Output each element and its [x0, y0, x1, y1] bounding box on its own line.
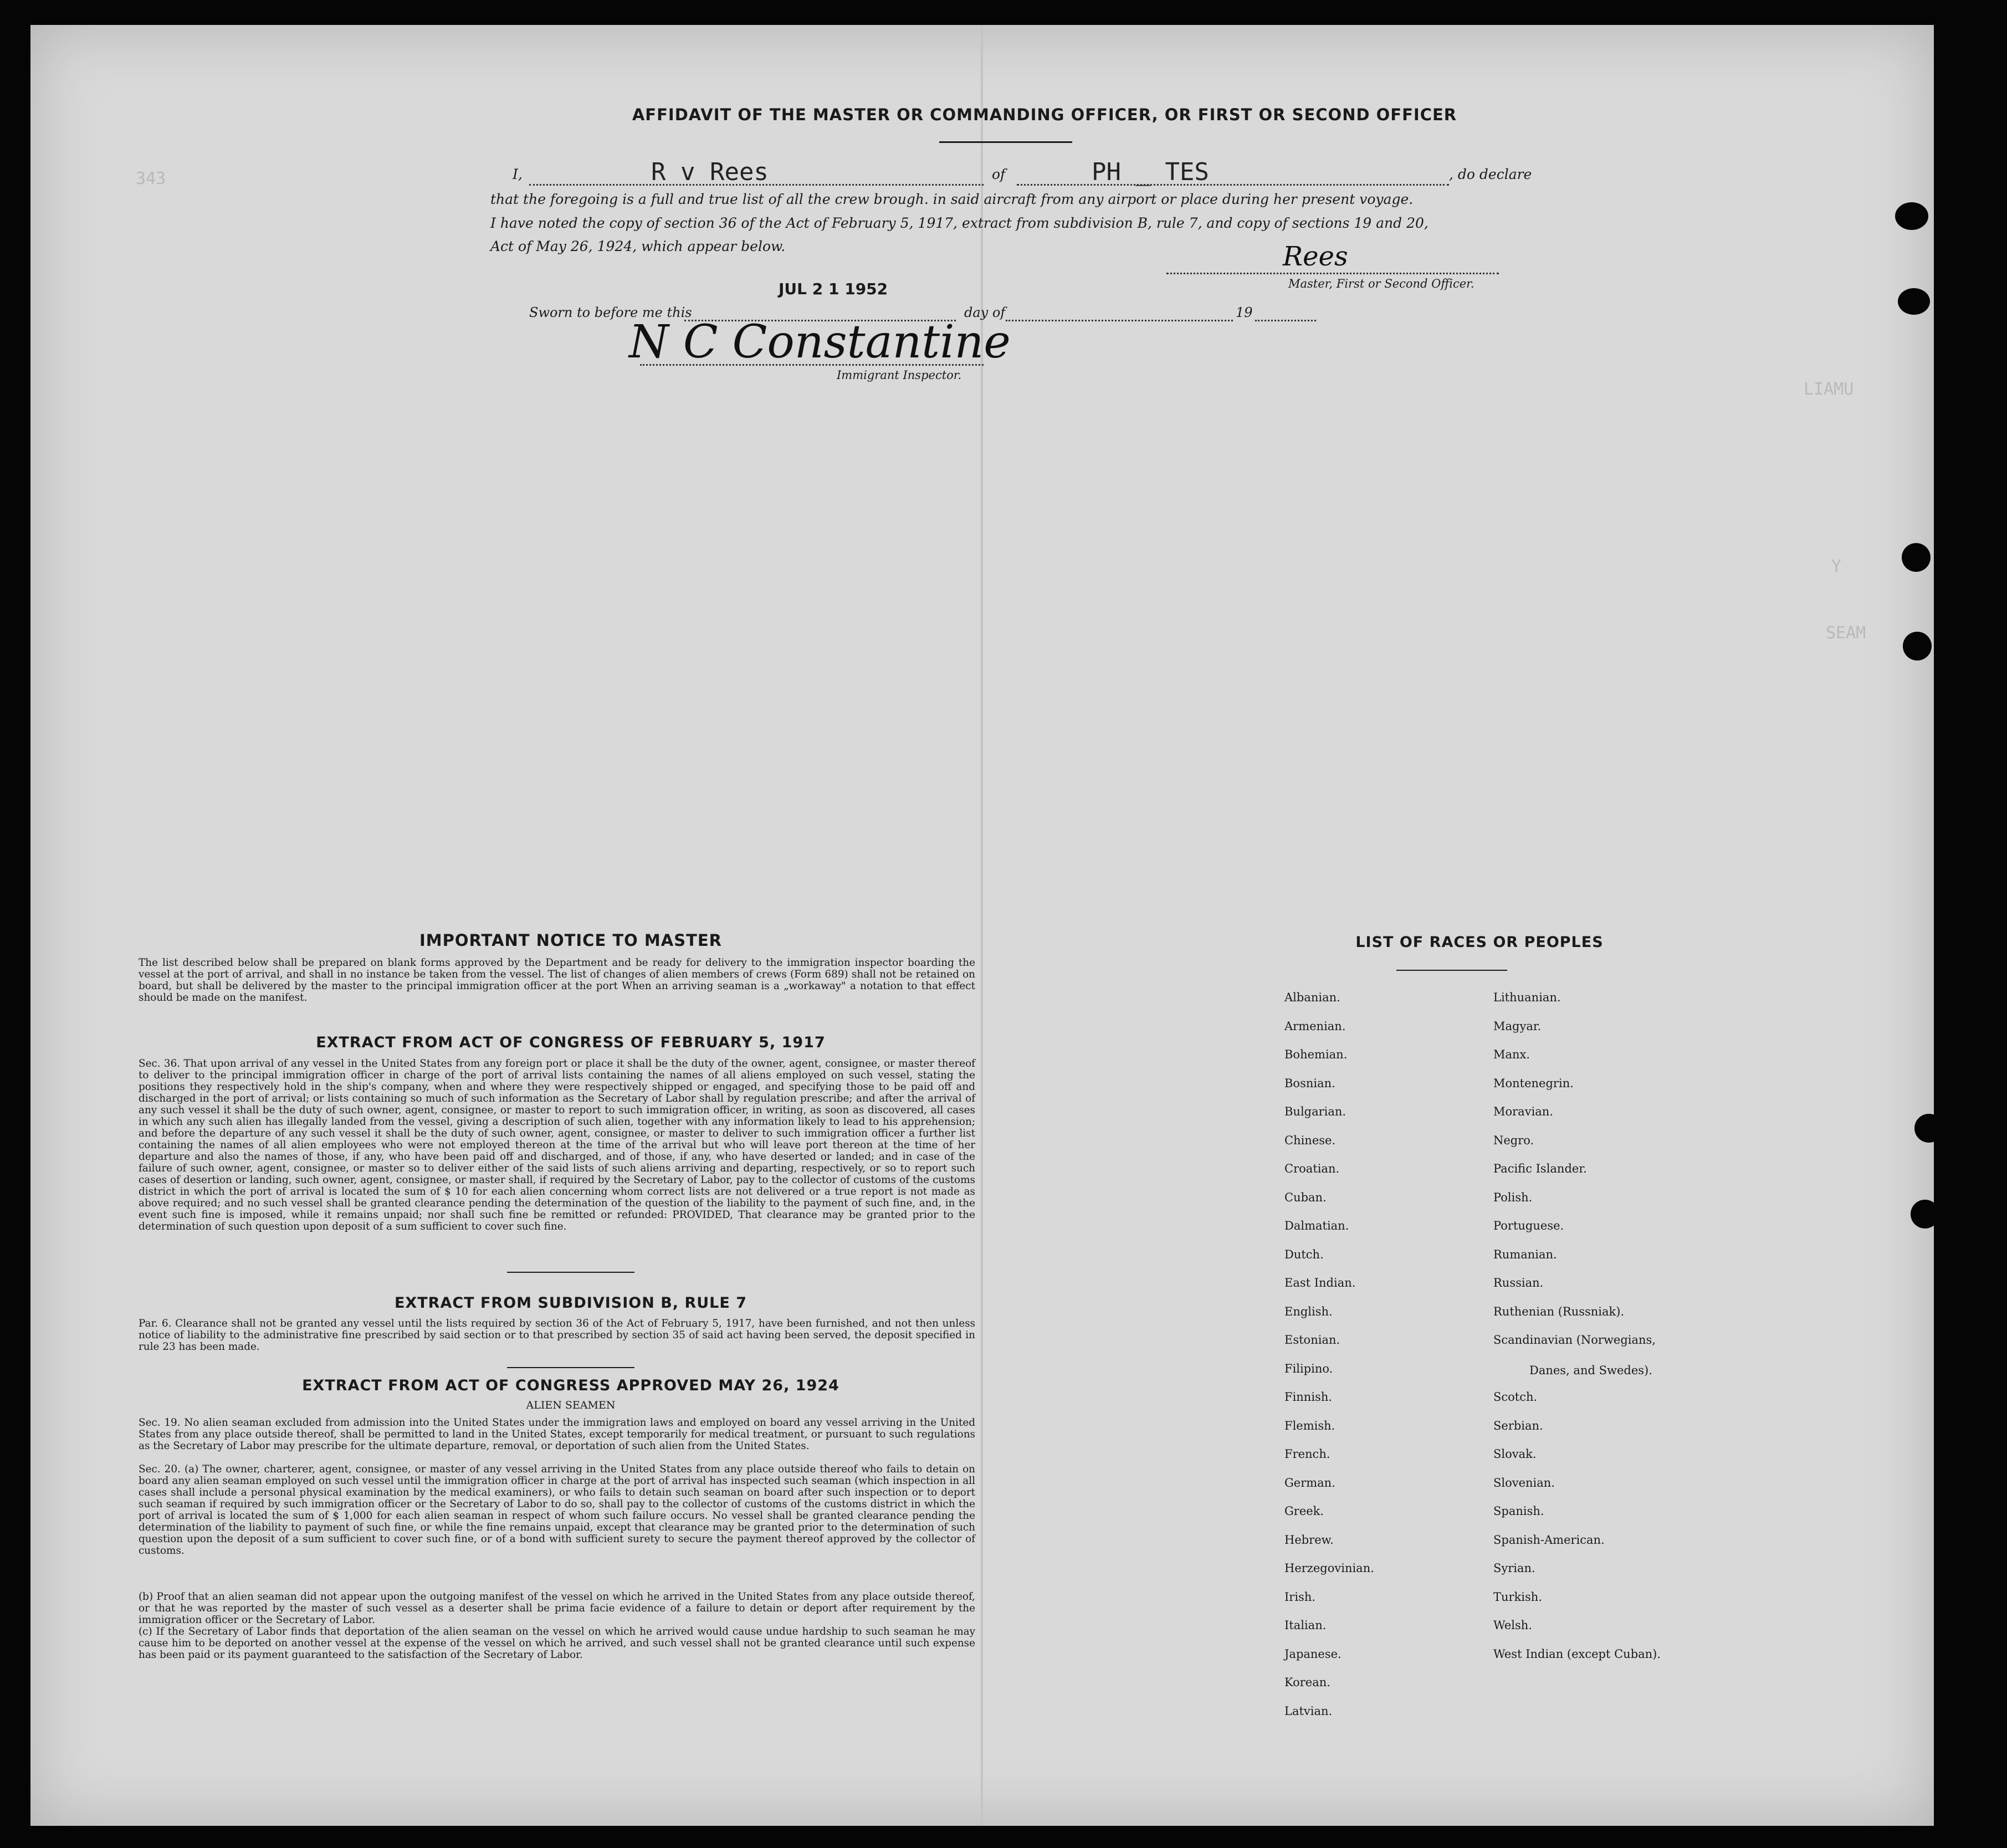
race-item: Irish. [1284, 1590, 1316, 1604]
race-item: French. [1284, 1447, 1330, 1461]
race-item: Portuguese. [1493, 1219, 1564, 1232]
races-column-1 [1284, 984, 1467, 1726]
race-item: Syrian. [1493, 1562, 1535, 1575]
race-item: Ruthenian (Russniak). [1493, 1304, 1625, 1318]
bleed-through-mark: Y [1831, 557, 1842, 576]
section-rule [507, 1367, 634, 1368]
affidavit-line1-prefix: I, [513, 166, 523, 182]
race-item: Filipino. [1284, 1361, 1333, 1375]
extract-1924-subtitle: ALIEN SEAMEN [526, 1399, 616, 1411]
race-item: West Indian (except Cuban). [1493, 1647, 1661, 1661]
sworn-year-label: 19 [1236, 305, 1253, 320]
race-item: Italian. [1284, 1619, 1327, 1632]
race-item: Flemish. [1284, 1419, 1335, 1432]
affidavit-line3: I have noted the copy of section 36 of the Act of February 5, 1917, extract from subdivision B, rule 7, and copy of sections 19 and 20, [490, 215, 1429, 231]
binder-hole [1911, 1200, 1939, 1228]
race-item: Serbian. [1493, 1419, 1543, 1432]
race-item: Korean. [1284, 1676, 1330, 1689]
race-item: Bulgarian. [1284, 1105, 1346, 1118]
race-item: Pacific Islander. [1493, 1162, 1587, 1175]
race-item: Cuban. [1284, 1190, 1327, 1204]
race-item: Spanish. [1493, 1504, 1544, 1518]
sworn-month-line [1006, 320, 1233, 321]
sworn-day-label: day of [964, 305, 1006, 320]
race-item: Polish. [1493, 1190, 1533, 1204]
race-item: German. [1284, 1476, 1335, 1489]
bleed-through-mark: LIAMU [1804, 380, 1854, 399]
races-title-rule [1396, 970, 1507, 971]
race-item: Albanian. [1284, 991, 1340, 1004]
sec-20a-text: Sec. 20. (a) The owner, charterer, agent, consignee, or master of any vessel arriving in the United States from any place outside thereof who fails to detain on board any alien seaman employed on such vessel until the immigration officer in charge at the port of arrival has inspected such seaman (which inspection in all cases shall include a personal physical examination by the medical examiners), or who fails to detain such seaman on board after such inspection or to deport such seaman if required by such immigration officer or the Secretary of Labor to do so, shall pay to the collector of customs of the customs district in which the port of arrival is located the sum of $ 1,000 for each alien seaman in respect of whom such failure occurs. No vessel shall be granted clearance pending the determination of the liability to payment of such fine, or while the fine remains unpaid, except that clearance may be granted prior to the determination of such question upon the deposit of a sum sufficient to cover such fine, or of a bond with sufficient surety to secure the payment thereof approved by the collector of customs. [139, 1463, 975, 1557]
master-signature-line [1166, 273, 1499, 274]
race-item: Negro. [1493, 1133, 1534, 1147]
master-caption: Master, First or Second Officer. [1288, 277, 1474, 290]
sworn-year-line [1255, 320, 1316, 321]
race-item: Magyar. [1493, 1019, 1542, 1033]
race-item: Scandinavian (Norwegians, [1493, 1333, 1656, 1347]
races-column-2 [1493, 984, 1826, 1668]
race-item: Dutch. [1284, 1247, 1324, 1261]
race-item: Dalmatian. [1284, 1219, 1349, 1232]
bleed-through-mark: SEAM [1826, 623, 1866, 643]
binder-hole [1914, 1114, 1943, 1143]
bleed-through-mark: 343 [136, 169, 166, 188]
race-item: Slovenian. [1493, 1476, 1555, 1489]
affidavit-line4: Act of May 26, 1924, which appear below. [490, 238, 786, 254]
race-item: Manx. [1493, 1048, 1530, 1061]
race-item: English. [1284, 1304, 1333, 1318]
race-item: Montenegrin. [1493, 1076, 1574, 1090]
binder-hole [1898, 288, 1930, 315]
subdivision-b-text: Par. 6. Clearance shall not be granted any vessel until the lists required by section 36 of the Act of February 5, 1917, have been furnished, and not then unless notice of liability to the administrative fine prescribed by said section or to that prescribed by section 35 of said act having been served, the deposit specified in rule 23 has been made. [139, 1318, 975, 1353]
race-item: Rumanian. [1493, 1247, 1557, 1261]
binder-hole [1902, 543, 1931, 572]
race-item: Lithuanian. [1493, 991, 1561, 1004]
notice-title: IMPORTANT NOTICE TO MASTER [419, 931, 723, 950]
master-name-handwritten: R v Rees [651, 158, 769, 186]
race-item: Estonian. [1284, 1333, 1340, 1347]
race-item: Armenian. [1284, 1019, 1346, 1033]
extract-1917-title: EXTRACT FROM ACT OF CONGRESS OF FEBRUARY 5, 1917 [316, 1034, 826, 1051]
notice-text: The list described below shall be prepared on blank forms approved by the Department and be ready for delivery to the immigration inspector boarding the vessel at the port of arrival, and shall in no instance be taken from the vessel. The list of changes of alien members of crews (Form 689) shall not be retained on board, but shall be delivered by the master to the principal immigration officer at the port When an arriving seaman is a „workaway" a notation to that effect should be made on the manifest. [139, 957, 975, 1004]
race-item: Scotch. [1493, 1390, 1538, 1404]
races-continuation [1529, 1364, 1652, 1377]
binder-hole [1903, 632, 1932, 661]
race-item: Greek. [1284, 1504, 1324, 1518]
race-item: Croatian. [1284, 1162, 1340, 1175]
inspector-signature-line [640, 364, 984, 366]
race-item: Welsh. [1493, 1619, 1532, 1632]
race-item: Turkish. [1493, 1590, 1542, 1604]
races-title: LIST OF RACES OR PEOPLES [1355, 934, 1604, 951]
extract-1924-title: EXTRACT FROM ACT OF CONGRESS APPROVED MAY 26, 1924 [302, 1377, 839, 1394]
inspector-caption: Immigrant Inspector. [837, 368, 962, 382]
race-item: Slovak. [1493, 1447, 1537, 1461]
title-rule [939, 141, 1072, 143]
race-item: Herzegovinian. [1284, 1562, 1374, 1575]
race-item: Russian. [1493, 1276, 1544, 1289]
race-item: Japanese. [1284, 1647, 1342, 1661]
affidavit-title: AFFIDAVIT OF THE MASTER OR COMMANDING OFFICER, OR FIRST OR SECOND OFFICER [632, 105, 1457, 124]
extract-1917-text: Sec. 36. That upon arrival of any vessel in the United States from any foreign port or place it shall be the duty of the owner, agent, consignee, or master thereof to deliver to the principal immigration officer in charge of the port of arrival lists containing the names of all aliens employed on such vessel, stating the positions they respectively hold in the ship's company, when and where they were respectively shipped or engaged, and specifying those to be paid off and discharged in the port of arrival; or lists containing so much of such information as the Secretary of Labor shall by regulation prescribe; and after the arrival of any such vessel it shall be the duty of such owner, agent, consignee, or master to report to such immigration officer, in writing, as soon as discovered, all cases in which any such alien has illegally landed from the vessel, giving a description of such alien, together with any information likely to lead to his apprehension; and before the departure of any such vessel it shall be the duty of such owner, agent, consignee, or master to deliver to such immigration officer a further list containing the names of all alien employees who were not employed thereon at the time of the arrival but who will leave port thereon at the time of her departure and also the names of those, if any, who have been paid off and discharged, and of those, if any, who have deserted or landed; and in case of the failure of such owner, agent, consignee, or master so to deliver either of the said lists of such aliens arriving and departing, respectively, or so to report such cases of desertion or landing, such owner, agent, consignee, or master shall, if required by the Secretary of Labor, pay to the collector of customs of the customs district in which the port of arrival is located the sum of $ 10 for each alien concerning whom correct lists are not delivered or a true report is not made as above required; and no such vessel shall be granted clearance pending the determination of the question of the liability to the payment of such fine, and, in the event such fine is imposed, while it remains unpaid; nor shall such fine be remitted or refunded: PROVIDED, That clearance may be granted prior to the determination of such question upon deposit of a sum sufficient to cover such fine. [139, 1058, 975, 1232]
race-item: Latvian. [1284, 1704, 1333, 1718]
sec-19-text: Sec. 19. No alien seaman excluded from admission into the United States under the immigration laws and employed on board any vessel arriving in the United States from any place outside thereof, shall be permitted to land in the United States, except temporarily for medical treatment, or pursuant to such regulations as the Secretary of Labor may prescribe for the ultimate departure, removal, or deportation of such alien from the United States. [139, 1417, 975, 1452]
subdivision-b-title: EXTRACT FROM SUBDIVISION B, RULE 7 [394, 1294, 747, 1312]
section-rule [507, 1272, 634, 1273]
race-item: Moravian. [1493, 1105, 1554, 1118]
binder-hole [1895, 202, 1928, 230]
race-item-continuation: Danes, and Swedes). [1529, 1364, 1652, 1377]
race-item: Hebrew. [1284, 1533, 1334, 1547]
page-fold [981, 25, 983, 1826]
sec-20b-text: (b) Proof that an alien seaman did not appear upon the outgoing manifest of the vessel on which he arrived in the United States from any place outside thereof, or that he was reported by the master of such vessel as a deserter shall be prima facie evidence of a failure to detain or deport after requirement by the immigration officer or the Secretary of Labor. [139, 1591, 975, 1626]
document-sheet [30, 25, 1934, 1826]
sworn-prefix: Sworn to before me this [529, 305, 692, 320]
affidavit-line1-suffix: , do declare [1449, 166, 1532, 182]
race-item: Finnish. [1284, 1390, 1333, 1404]
vessel-name-handwritten: PH _ TES [1092, 158, 1209, 186]
race-item: Spanish-American. [1493, 1533, 1605, 1547]
race-item: Bohemian. [1284, 1048, 1348, 1061]
affidavit-line1-of: of [992, 166, 1006, 182]
sec-20c-text: (c) If the Secretary of Labor finds that deportation of the alien seaman on the vessel on which he arrived would cause undue hardship to such seaman he may cause him to be deported on another vessel at the expense of the vessel on which he arrived, and such vessel shall not be granted clearance until such expense has been paid or its payment guaranteed to the satisfaction of the Secretary of Labor. [139, 1626, 975, 1661]
race-item: East Indian. [1284, 1276, 1356, 1289]
vessel-name-line [1017, 184, 1449, 186]
affidavit-line2: that the foregoing is a full and true list of all the crew brough. in said aircraft from any airport or place during her present voyage. [490, 191, 1414, 207]
date-stamp: JUL 2 1 1952 [779, 280, 888, 298]
race-item: Chinese. [1284, 1133, 1336, 1147]
race-item: Bosnian. [1284, 1076, 1335, 1090]
inspector-signature: N C Constantine [629, 316, 1011, 368]
master-signature: Rees [1283, 241, 1348, 272]
